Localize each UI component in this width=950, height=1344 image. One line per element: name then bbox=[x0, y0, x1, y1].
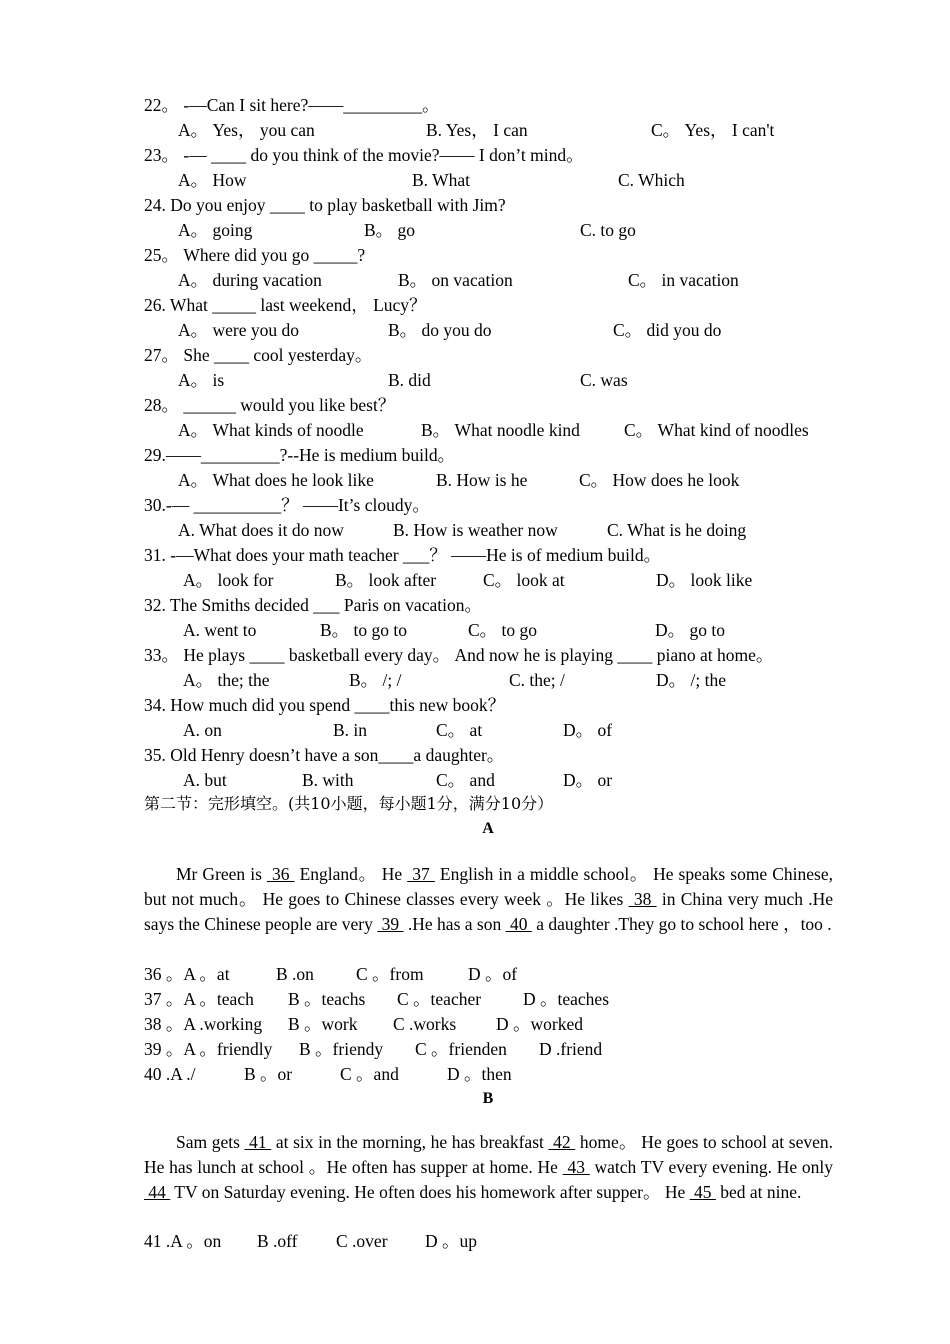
part-a-label: A bbox=[482, 820, 494, 837]
option-27-b: B. did bbox=[388, 370, 431, 390]
passage-a bbox=[144, 862, 833, 937]
option-23-b: B. What bbox=[412, 170, 471, 190]
option-34-d: D。 of bbox=[563, 720, 613, 740]
option-35-d: D。 or bbox=[563, 770, 613, 790]
blank-43: 43 bbox=[562, 1157, 590, 1177]
option-29-a: A。 What does he look like bbox=[178, 470, 374, 490]
question-28: 28。 ______ would you like best？ bbox=[144, 395, 396, 415]
option-37-c: C 。teacher bbox=[397, 989, 482, 1009]
option-30-a: A. What does it do now bbox=[178, 520, 344, 540]
passage-a-text-1: Mr Green is bbox=[176, 864, 267, 884]
option-41-a: 41 .A 。on bbox=[144, 1231, 222, 1251]
option-40-c: C 。and bbox=[340, 1064, 399, 1084]
option-37-b: B 。teachs bbox=[288, 989, 366, 1009]
blank-42: 42 bbox=[548, 1132, 576, 1152]
option-22-c: C。 Yes， I can't bbox=[651, 120, 775, 140]
passage-b-text-5: TV on Saturday evening. He often does his homework after supper。 He bbox=[170, 1182, 690, 1202]
blank-36: 36 bbox=[266, 864, 295, 884]
option-40-b: B 。or bbox=[244, 1064, 293, 1084]
blank-41: 41 bbox=[244, 1132, 272, 1152]
option-27-c: C. was bbox=[580, 370, 628, 390]
option-26-c: C。 did you do bbox=[613, 320, 722, 340]
question-23: 23。 -— ____ do you think of the movie?—— I don’t mind。 bbox=[144, 145, 584, 165]
blank-37: 37 bbox=[407, 864, 435, 884]
option-33-a: A。 the; the bbox=[183, 670, 270, 690]
option-32-c: C。 to go bbox=[468, 620, 538, 640]
option-37-d: D 。teaches bbox=[523, 989, 610, 1009]
option-39-a: 39 。A 。friendly bbox=[144, 1039, 273, 1059]
blank-39: 39 bbox=[377, 914, 404, 934]
option-41-c: C .over bbox=[336, 1231, 388, 1251]
section-heading: 第二节：完形填空。(共10小题，每小题1分，满分10分） bbox=[144, 794, 554, 813]
option-26-b: B。 do you do bbox=[388, 320, 492, 340]
option-28-b: B。 What noodle kind bbox=[421, 420, 580, 440]
passage-a-text-2: England。 He bbox=[294, 864, 408, 884]
option-25-b: B。 on vacation bbox=[398, 270, 513, 290]
passage-b-text-1: Sam gets bbox=[176, 1132, 245, 1152]
option-32-a: A. went to bbox=[183, 620, 257, 640]
passage-b-text-4: watch TV every evening. He only bbox=[589, 1157, 833, 1177]
option-24-c: C. to go bbox=[580, 220, 636, 240]
option-31-b: B。 look after bbox=[335, 570, 437, 590]
question-31: 31. -—What does your math teacher ___？ ——He is of medium build。 bbox=[144, 545, 662, 565]
passage-a-text-5: .He has a son bbox=[403, 914, 506, 934]
question-26: 26. What _____ last weekend， Lucy？ bbox=[144, 295, 427, 315]
question-34: 34. How much did you spend ____this new book？ bbox=[144, 695, 506, 715]
option-22-b: B. Yes， I can bbox=[426, 120, 528, 140]
option-35-a: A. but bbox=[183, 770, 227, 790]
part-b-label: B bbox=[482, 1090, 494, 1107]
option-39-b: B 。friendy bbox=[299, 1039, 384, 1059]
option-25-a: A。 during vacation bbox=[178, 270, 322, 290]
option-41-d: D 。up bbox=[425, 1231, 478, 1251]
option-35-b: B. with bbox=[302, 770, 354, 790]
question-24: 24. Do you enjoy ____ to play basketball with Jim? bbox=[144, 195, 506, 215]
passage-a-text-4: in China very much .He says the Chinese people are very bbox=[144, 889, 834, 934]
option-31-c: C。 look at bbox=[483, 570, 565, 590]
option-34-b: B. in bbox=[333, 720, 368, 740]
passage-b-text-3: home。 He goes to school at seven. He has lunch at school 。He often has supper at home. He bbox=[144, 1132, 834, 1177]
option-29-b: B. How is he bbox=[436, 470, 528, 490]
option-38-d: D 。worked bbox=[496, 1014, 583, 1034]
question-29: 29.——_________?--He is medium build。 bbox=[144, 445, 456, 465]
question-33: 33。 He plays ____ basketball every day。 And now he is playing ____ piano at home。 bbox=[144, 645, 774, 665]
option-26-a: A。 were you do bbox=[178, 320, 300, 340]
question-32: 32. The Smiths decided ___ Paris on vacation。 bbox=[144, 595, 482, 615]
question-27: 27。 She ____ cool yesterday。 bbox=[144, 345, 373, 365]
option-40-a: 40 .A ./ bbox=[144, 1064, 196, 1084]
option-39-d: D .friend bbox=[539, 1039, 603, 1059]
option-31-d: D。 look like bbox=[656, 570, 753, 590]
passage-b-text-6: bed at nine. bbox=[715, 1182, 802, 1202]
option-41-b: B .off bbox=[257, 1231, 298, 1251]
option-31-a: A。 look for bbox=[183, 570, 274, 590]
passage-b-text-2: at six in the morning, he has breakfast bbox=[271, 1132, 549, 1152]
option-37-a: 37 。A 。teach bbox=[144, 989, 254, 1009]
option-33-b: B。 /; / bbox=[349, 670, 402, 690]
passage-a-text-6: a daughter .They go to school here ，too . bbox=[531, 914, 832, 934]
blank-40: 40 bbox=[505, 914, 532, 934]
passage-b bbox=[144, 1130, 833, 1205]
question-25: 25。 Where did you go _____? bbox=[144, 245, 366, 265]
option-39-c: C 。frienden bbox=[415, 1039, 507, 1059]
option-27-a: A。 is bbox=[178, 370, 225, 390]
option-30-b: B. How is weather now bbox=[393, 520, 558, 540]
option-32-d: D。 go to bbox=[655, 620, 725, 640]
option-32-b: B。 to go to bbox=[320, 620, 408, 640]
question-22: 22。 -—Can I sit here?——_________。 bbox=[144, 95, 440, 115]
option-34-c: C。 at bbox=[436, 720, 483, 740]
option-34-a: A. on bbox=[183, 720, 222, 740]
question-35: 35. Old Henry doesn’t have a son____a daughter。 bbox=[144, 745, 505, 765]
question-30: 30.-— __________？ ——It’s cloudy。 bbox=[144, 495, 430, 515]
option-24-a: A。 going bbox=[178, 220, 253, 240]
option-36-a: 36 。A 。at bbox=[144, 964, 230, 984]
option-28-c: C。 What kind of noodles bbox=[624, 420, 809, 440]
option-24-b: B。 go bbox=[364, 220, 416, 240]
passage-a-text-3: English in a middle school。 He speaks some Chinese, but not much。 He goes to Chinese classes every week 。He likes bbox=[144, 864, 833, 909]
option-30-c: C. What is he doing bbox=[607, 520, 747, 540]
option-33-c: C. the; / bbox=[509, 670, 565, 690]
option-28-a: A。 What kinds of noodle bbox=[178, 420, 364, 440]
option-38-b: B 。work bbox=[288, 1014, 358, 1034]
option-40-d: D 。then bbox=[447, 1064, 512, 1084]
option-36-d: D 。of bbox=[468, 964, 518, 984]
option-22-a: A。 Yes， you can bbox=[178, 120, 315, 140]
option-36-b: B .on bbox=[276, 964, 314, 984]
blank-45: 45 bbox=[689, 1182, 716, 1202]
option-38-a: 38 。A .working bbox=[144, 1014, 263, 1034]
option-36-c: C 。from bbox=[356, 964, 424, 984]
blank-44: 44 bbox=[144, 1182, 171, 1202]
option-25-c: C。 in vacation bbox=[628, 270, 739, 290]
option-38-c: C .works bbox=[393, 1014, 457, 1034]
option-23-a: A。 How bbox=[178, 170, 247, 190]
option-33-d: D。 /; the bbox=[656, 670, 726, 690]
option-35-c: C。 and bbox=[436, 770, 495, 790]
option-23-c: C. Which bbox=[618, 170, 685, 190]
blank-38: 38 bbox=[628, 889, 657, 909]
option-29-c: C。 How does he look bbox=[579, 470, 740, 490]
